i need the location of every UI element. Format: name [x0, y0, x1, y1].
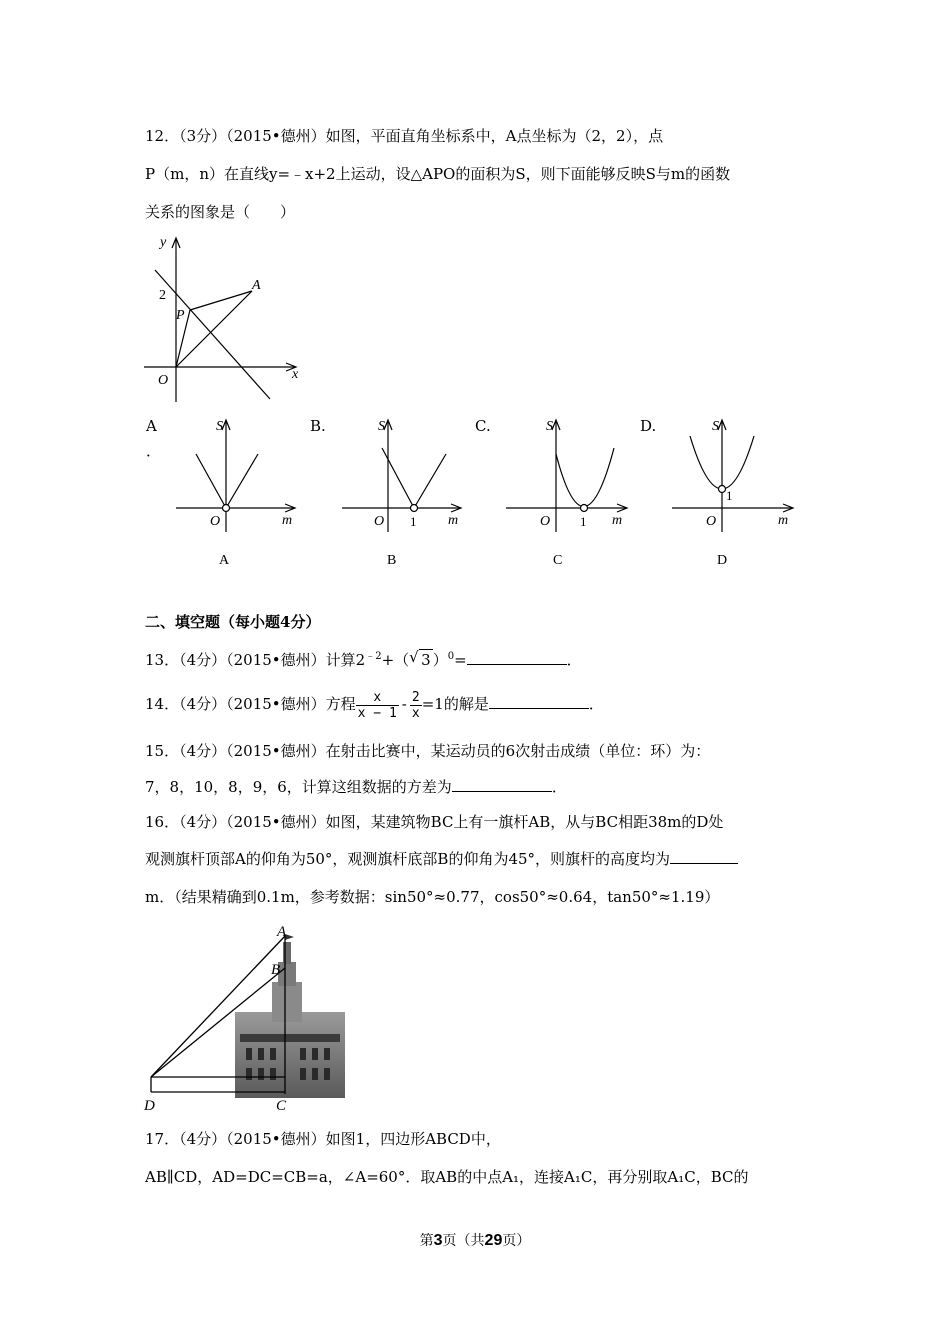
option-A-graph	[170, 412, 300, 572]
fig-label-A: A	[252, 278, 261, 293]
q14-answer-blank[interactable]	[489, 694, 589, 709]
q14-text: 14．（4分）（2015•德州）方程	[145, 695, 356, 713]
axis-S: S	[378, 419, 385, 434]
fig-label-2: 2	[159, 288, 166, 303]
axis-S: S	[216, 419, 223, 434]
option-D-caption: D	[717, 553, 728, 568]
q14-fraction-2	[410, 690, 422, 721]
axis-S: S	[712, 419, 719, 434]
axis-m: m	[778, 513, 789, 528]
q13-line: 13．（4分）（2015•德州）计算$2^{﹣2}+$（ √ 3 ）$^0$= ．	[145, 648, 582, 669]
q14-after: =1的解是	[421, 695, 489, 713]
option-B-letter: B.	[310, 417, 326, 435]
axis-m: m	[612, 513, 623, 528]
q12-line1: 12．（3分）（2015•德州）如图，平面直角坐标系中，A点坐标为（2，2），点	[145, 127, 664, 145]
q16-building-figure	[140, 922, 350, 1117]
q12-line3: 关系的图象是（ ）	[145, 203, 296, 221]
q14-num2: 2	[411, 689, 420, 705]
tick-1: 1	[580, 514, 587, 529]
fig-label-O: O	[158, 373, 169, 388]
q16-answer-blank[interactable]	[670, 849, 738, 864]
axis-m: m	[448, 513, 459, 528]
axis-m: m	[282, 513, 293, 528]
q15-line2: 7，8，10，8，9，6，计算这组数据的方差为 ．	[145, 778, 567, 796]
q14-fraction-1	[356, 690, 399, 721]
q13-close: ）	[432, 651, 448, 669]
q15-text: 7，8，10，8，9，6，计算这组数据的方差为	[145, 778, 452, 796]
option-B-caption: B	[387, 553, 397, 568]
footer-total: 29	[484, 1232, 503, 1249]
fig-label-B: B	[271, 962, 281, 978]
option-D-letter: D.	[640, 417, 657, 435]
q16-line3: m．（结果精确到0.1m，参考数据：sin50°≈0.77，cos50°≈0.64，tan50°≈1.19）	[145, 888, 720, 906]
footer-pre: 第	[419, 1233, 434, 1249]
option-C-caption: C	[553, 553, 563, 568]
fig-label-C: C	[276, 1098, 287, 1114]
origin-O: O	[210, 514, 221, 529]
q15-answer-blank[interactable]	[452, 777, 552, 792]
q13-text: 13．（4分）（2015•德州）计算2	[145, 651, 366, 669]
axis-S: S	[546, 419, 553, 434]
footer-post: 页）	[502, 1233, 531, 1249]
option-C-letter: C.	[475, 417, 491, 435]
q14-den1: x − 1	[357, 705, 397, 721]
option-D-graph	[668, 412, 798, 572]
q13-eq: =	[454, 651, 467, 669]
section-heading: 二、填空题（每小题4分）	[145, 613, 321, 631]
fig-label-D: D	[144, 1098, 155, 1114]
q14-minus: -	[401, 695, 407, 713]
q12-line2: P（m，n）在直线y=﹣x+2上运动，设△APO的面积为S，则下面能够反映S与m的函数	[145, 165, 731, 183]
page-footer	[0, 1230, 950, 1250]
option-A-letter: A	[146, 417, 157, 435]
q13-answer-blank[interactable]	[467, 650, 567, 665]
q13-mid: +（	[381, 651, 410, 669]
origin-O: O	[706, 514, 717, 529]
q16-text: 观测旗杆顶部A的仰角为50°，观测旗杆底部B的仰角为45°，则旗杆的高度均为	[145, 850, 671, 868]
origin-O: O	[540, 514, 551, 529]
q13-radicand: 3	[421, 651, 431, 669]
q14-line: 14．（4分）（2015•德州）方程 $\frac{x}{x - 1}$ - $\frac{2}{x}$ =1的解是 ．	[145, 689, 604, 721]
q17-line2: AB∥CD，AD=DC=CB=a，∠A=60°．取AB的中点A₁，连接A₁C，再分别取A₁C，BC的	[145, 1168, 749, 1186]
q13-exp: ﹣2	[365, 651, 382, 662]
q14-den2: x	[411, 705, 420, 721]
fig-label-P: P	[176, 308, 185, 323]
q12-coordinate-figure	[140, 232, 315, 404]
q16-line2	[145, 849, 738, 869]
q16-line1: 16．（4分）（2015•德州）如图，某建筑物BC上有一旗杆AB，从与BC相距38m的D处	[145, 813, 724, 831]
fig-label-y: y	[160, 235, 167, 250]
option-A-dot: ．	[146, 442, 162, 460]
q17-line1: 17．（4分）（2015•德州）如图1，四边形ABCD中，	[145, 1130, 501, 1148]
q15-line1: 15．（4分）（2015•德州）在射击比赛中，某运动员的6次射击成绩（单位：环）为：	[145, 742, 711, 760]
origin-O: O	[374, 514, 385, 529]
tick-1: 1	[726, 488, 733, 503]
footer-mid: 页（共	[442, 1233, 485, 1249]
option-C-graph	[502, 412, 632, 572]
tick-1: 1	[410, 514, 417, 529]
sqrt-symbol: √ 3	[409, 648, 431, 669]
fig-label-A: A	[277, 924, 287, 940]
q13-zero-exp: 0	[447, 651, 455, 662]
fig-label-x: x	[292, 367, 299, 382]
footer-page: 3	[433, 1232, 443, 1249]
option-B-graph	[336, 412, 466, 572]
option-A-caption: A	[219, 553, 230, 568]
q14-num1: x	[356, 690, 399, 706]
